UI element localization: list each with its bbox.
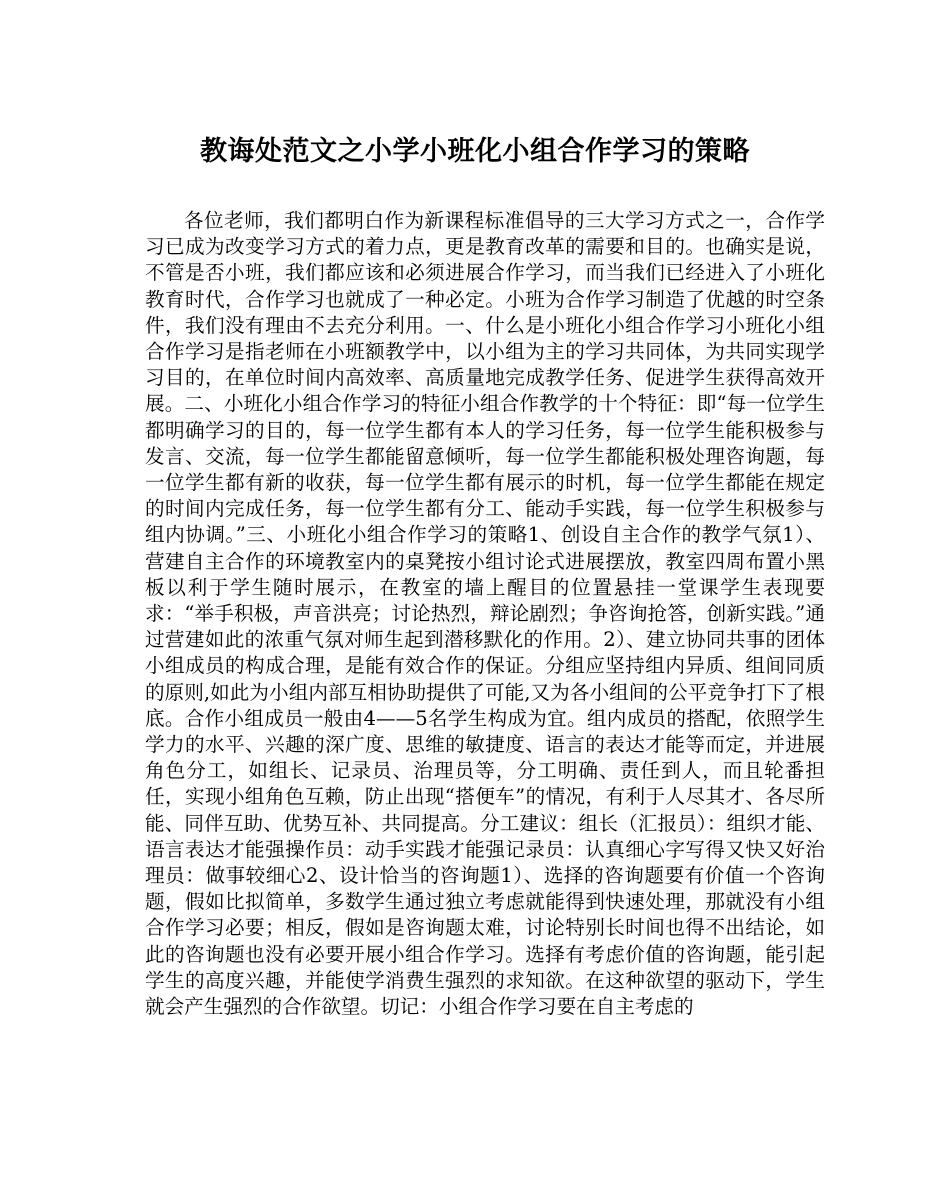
document-body-paragraph: 各位老师，我们都明白作为新课程标准倡导的三大学习方式之一，合作学习已成为改变学习方式的着力点，更是教育改革的需要和目的。也确实是说，不管是否小班，我们都应该和必须进展合作学习，而当我们已经进入了小班化教育时代，合作学习也就成了一种必定。小班为合作学习制造了优越的时空条件，我们没有理由不去充分利用。一、什么是小班化小组合作学习小班化小组合作学习是指老师在小班额教学中，以小组为主的学习共同体，为共同实现学习目的，在单位时间内高效率、高质量地完成教学任务、促进学生获得高效开展。二、小班化小组合作学习的特征小组合作教学的十个特征：即“每一位学生都明确学习的目的，每一位学生都有本人的学习任务，每一位学生能积极参与发言、交流，每一位学生都能留意倾听，每一位学生都能积极处理咨询题，每一位学生都有新的收获，每一位学生都有展示的时机，每一位学生都能在规定的时间内完成任务，每一位学生都有分工、能动手实践，每一位学生积极参与组内协调。”三、小班化小组合作学习的策略1、创设自主合作的教学气氛1）、营建自主合作的环境教室内的桌凳按小组讨论式进展摆放，教室四周布置小黑板以利于学生随时展示，在教室的墙上醒目的位置悬挂一堂课学生表现要求：“举手积极，声音洪亮；讨论热烈，辩论剧烈；争咨询抢答，创新实践。”通过营建如此的浓重气氛对师生起到潜移默化的作用。2）、建立协同共事的团体小组成员的构成合理，是能有效合作的保证。分组应坚持组内异质、组间同质的原则,如此为小组内部互相协助提供了可能,又为各小组间的公平竞争打下了根底。合作小组成员一般由4——5名学生构成为宜。组内成员的搭配，依照学生学力的水平、兴趣的深广度、思维的敏捷度、语言的表达才能等而定，并进展角色分工，如组长、记录员、治理员等，分工明确、责任到人，而且轮番担任，实现小组角色互赖，防止出现“搭便车”的情况，有利于人尽其才、各尽所能、同伴互助、优势互补、共同提高。分工建议：组长（汇报员）：组织才能、语言表达才能强操作员：动手实践才能强记录员：认真细心字写得又快又好治理员：做事较细心2、设计恰当的咨询题1）、选择的咨询题要有价值一个咨询题，假如比拟简单，多数学生通过独立考虑就能得到快速处理，那就没有小组合作学习必要；相反，假如是咨询题太难，讨论特别长时间也得不出结论，如此的咨询题也没有必要开展小组合作学习。选择有考虑价值的咨询题，能引起学生的高度兴趣，并能使学消费生强烈的求知欲。在这种欲望的驱动下，学生就会产生强烈的合作欲望。切记：小组合作学习要在自主考虑的 <box>145 209 825 1019</box>
document-title: 教诲处范文之小学小班化小组合作学习的策略 <box>200 136 750 167</box>
